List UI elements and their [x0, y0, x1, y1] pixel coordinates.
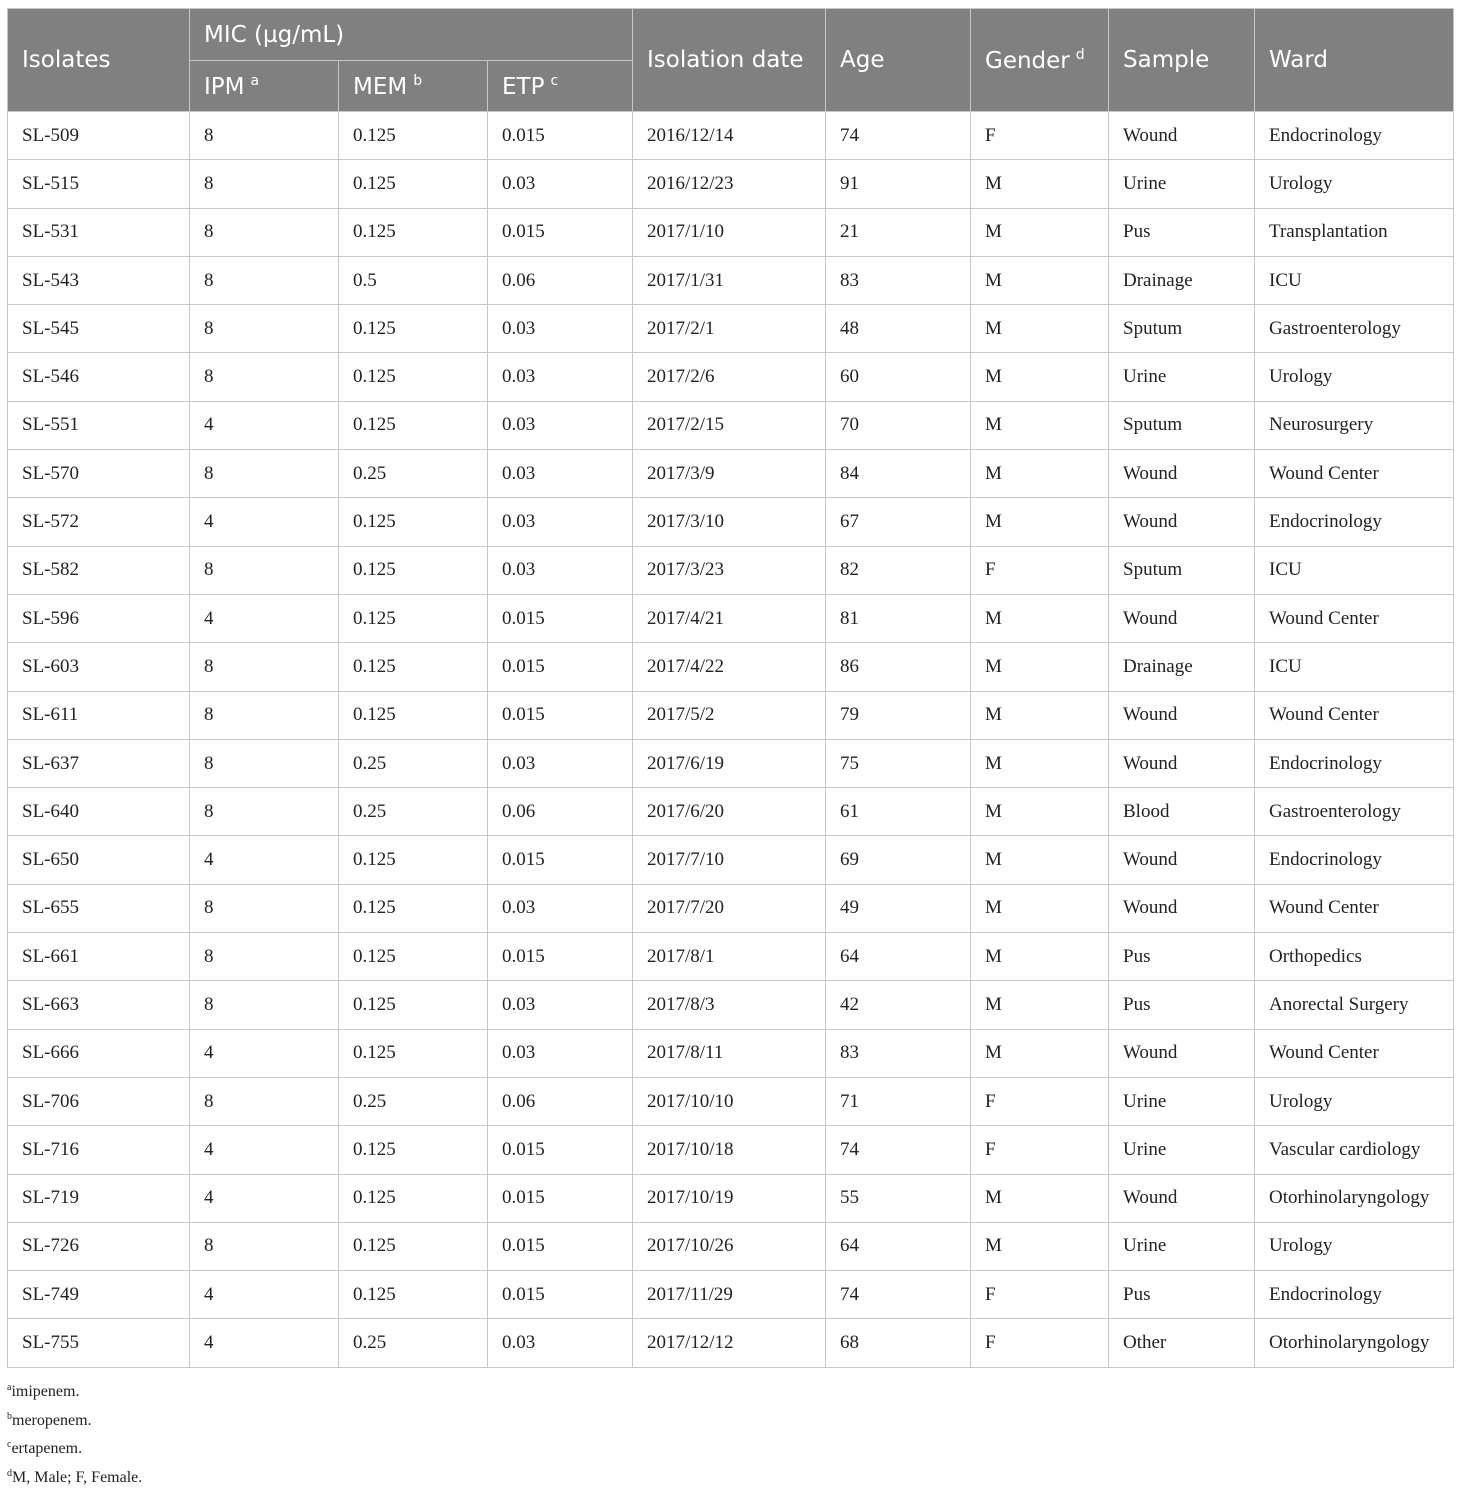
- cell-isolate: SL-726: [8, 1222, 190, 1270]
- cell-isolation-date: 2017/3/10: [633, 498, 826, 546]
- col-header-ward: Ward: [1255, 9, 1454, 112]
- cell-gender: M: [971, 739, 1109, 787]
- table-row: [8, 401, 1454, 449]
- cell-age: 74: [826, 112, 971, 160]
- table-row: [8, 884, 1454, 932]
- table-row: [8, 450, 1454, 498]
- footnote-mark: c: [550, 72, 559, 89]
- cell-age: 74: [826, 1126, 971, 1174]
- cell-ward: Endocrinology: [1255, 739, 1454, 787]
- cell-isolate: SL-551: [8, 401, 190, 449]
- isolates-table: [7, 8, 1454, 1368]
- cell-isolation-date: 2017/10/10: [633, 1077, 826, 1125]
- col-header-mem: MEM $^b$: [339, 61, 488, 112]
- cell-gender: M: [971, 691, 1109, 739]
- col-header-mic: MIC (µg/mL): [190, 9, 633, 61]
- cell-isolation-date: 2017/3/23: [633, 546, 826, 594]
- cell-ipm: 4: [190, 1029, 339, 1077]
- footnote-mark: b: [413, 72, 423, 89]
- cell-etp: 0.03: [488, 450, 633, 498]
- cell-mem: 0.25: [339, 1077, 488, 1125]
- cell-ward: Otorhinolaryngology: [1255, 1174, 1454, 1222]
- cell-isolation-date: 2017/10/18: [633, 1126, 826, 1174]
- cell-gender: M: [971, 498, 1109, 546]
- cell-etp: 0.015: [488, 1126, 633, 1174]
- cell-ward: Anorectal Surgery: [1255, 981, 1454, 1029]
- cell-etp: 0.03: [488, 305, 633, 353]
- cell-ward: Gastroenterology: [1255, 788, 1454, 836]
- cell-sample: Other: [1109, 1319, 1255, 1367]
- cell-gender: F: [971, 112, 1109, 160]
- cell-gender: M: [971, 884, 1109, 932]
- cell-etp: 0.03: [488, 884, 633, 932]
- cell-mem: 0.125: [339, 208, 488, 256]
- cell-sample: Sputum: [1109, 305, 1255, 353]
- cell-etp: 0.015: [488, 836, 633, 884]
- cell-age: 82: [826, 546, 971, 594]
- cell-isolate: SL-749: [8, 1271, 190, 1319]
- cell-isolate: SL-509: [8, 112, 190, 160]
- cell-sample: Wound: [1109, 1174, 1255, 1222]
- cell-mem: 0.125: [339, 884, 488, 932]
- cell-ward: Wound Center: [1255, 691, 1454, 739]
- cell-isolate: SL-650: [8, 836, 190, 884]
- cell-mem: 0.125: [339, 112, 488, 160]
- footnote-mark: d: [7, 1467, 12, 1479]
- col-header-sample: Sample: [1109, 9, 1255, 112]
- cell-isolation-date: 2017/2/6: [633, 353, 826, 401]
- cell-etp: 0.03: [488, 498, 633, 546]
- table-row: [8, 1319, 1454, 1367]
- cell-isolation-date: 2017/10/19: [633, 1174, 826, 1222]
- cell-etp: 0.015: [488, 208, 633, 256]
- cell-isolate: SL-543: [8, 256, 190, 304]
- cell-isolate: SL-655: [8, 884, 190, 932]
- cell-isolate: SL-611: [8, 691, 190, 739]
- table-row: [8, 643, 1454, 691]
- cell-mem: 0.125: [339, 353, 488, 401]
- table-row: [8, 160, 1454, 208]
- cell-isolation-date: 2017/6/20: [633, 788, 826, 836]
- cell-mem: 0.25: [339, 1319, 488, 1367]
- cell-etp: 0.03: [488, 546, 633, 594]
- cell-sample: Urine: [1109, 1077, 1255, 1125]
- cell-isolation-date: 2017/2/1: [633, 305, 826, 353]
- cell-isolate: SL-663: [8, 981, 190, 1029]
- footnote-mark: a: [250, 72, 260, 89]
- cell-ipm: 8: [190, 546, 339, 594]
- cell-age: 81: [826, 594, 971, 642]
- cell-age: 74: [826, 1271, 971, 1319]
- cell-ipm: 8: [190, 112, 339, 160]
- footnote: [7, 1376, 142, 1405]
- cell-isolate: SL-640: [8, 788, 190, 836]
- cell-sample: Pus: [1109, 1271, 1255, 1319]
- cell-mem: 0.25: [339, 788, 488, 836]
- cell-mem: 0.125: [339, 160, 488, 208]
- cell-isolation-date: 2017/7/10: [633, 836, 826, 884]
- table-row: [8, 353, 1454, 401]
- cell-ipm: 8: [190, 933, 339, 981]
- table-row: [8, 788, 1454, 836]
- cell-age: 71: [826, 1077, 971, 1125]
- cell-ward: Urology: [1255, 160, 1454, 208]
- cell-ipm: 4: [190, 498, 339, 546]
- table-row: [8, 981, 1454, 1029]
- cell-ward: Urology: [1255, 1077, 1454, 1125]
- cell-isolate: SL-572: [8, 498, 190, 546]
- cell-ward: Wound Center: [1255, 884, 1454, 932]
- cell-ipm: 8: [190, 981, 339, 1029]
- cell-ipm: 8: [190, 739, 339, 787]
- cell-isolate: SL-570: [8, 450, 190, 498]
- cell-age: 69: [826, 836, 971, 884]
- cell-isolation-date: 2017/2/15: [633, 401, 826, 449]
- cell-ipm: 4: [190, 836, 339, 884]
- cell-etp: 0.06: [488, 788, 633, 836]
- cell-ipm: 8: [190, 691, 339, 739]
- cell-ipm: 8: [190, 1077, 339, 1125]
- cell-gender: F: [971, 1077, 1109, 1125]
- cell-age: 67: [826, 498, 971, 546]
- cell-isolate: SL-515: [8, 160, 190, 208]
- cell-ward: Endocrinology: [1255, 1271, 1454, 1319]
- cell-age: 75: [826, 739, 971, 787]
- cell-isolation-date: 2017/8/1: [633, 933, 826, 981]
- cell-mem: 0.125: [339, 691, 488, 739]
- table-body: [8, 112, 1454, 1368]
- cell-gender: M: [971, 1174, 1109, 1222]
- cell-isolate: SL-545: [8, 305, 190, 353]
- header-row-1: [8, 9, 1454, 61]
- cell-ward: Neurosurgery: [1255, 401, 1454, 449]
- table-row: [8, 1271, 1454, 1319]
- cell-gender: M: [971, 933, 1109, 981]
- cell-sample: Drainage: [1109, 256, 1255, 304]
- footnote: [7, 1405, 142, 1434]
- cell-sample: Wound: [1109, 1029, 1255, 1077]
- cell-sample: Wound: [1109, 450, 1255, 498]
- cell-ward: Endocrinology: [1255, 112, 1454, 160]
- cell-sample: Wound: [1109, 498, 1255, 546]
- cell-gender: F: [971, 1271, 1109, 1319]
- cell-mem: 0.125: [339, 546, 488, 594]
- cell-isolate: SL-582: [8, 546, 190, 594]
- cell-ipm: 8: [190, 1222, 339, 1270]
- cell-etp: 0.06: [488, 256, 633, 304]
- cell-sample: Urine: [1109, 1222, 1255, 1270]
- table-row: [8, 594, 1454, 642]
- cell-gender: M: [971, 981, 1109, 1029]
- cell-sample: Wound: [1109, 691, 1255, 739]
- cell-sample: Wound: [1109, 836, 1255, 884]
- cell-ipm: 4: [190, 1126, 339, 1174]
- cell-etp: 0.015: [488, 112, 633, 160]
- cell-mem: 0.125: [339, 498, 488, 546]
- footnote-mark: c: [7, 1439, 12, 1451]
- cell-etp: 0.015: [488, 1174, 633, 1222]
- cell-mem: 0.125: [339, 1271, 488, 1319]
- cell-isolate: SL-666: [8, 1029, 190, 1077]
- cell-age: 86: [826, 643, 971, 691]
- cell-ipm: 4: [190, 1271, 339, 1319]
- cell-isolate: SL-716: [8, 1126, 190, 1174]
- cell-age: 79: [826, 691, 971, 739]
- footnote-text: ertapenem.: [11, 1440, 83, 1458]
- cell-etp: 0.03: [488, 739, 633, 787]
- cell-sample: Blood: [1109, 788, 1255, 836]
- table-row: [8, 1126, 1454, 1174]
- cell-sample: Pus: [1109, 208, 1255, 256]
- cell-gender: F: [971, 546, 1109, 594]
- table-row: [8, 739, 1454, 787]
- cell-gender: M: [971, 305, 1109, 353]
- cell-mem: 0.125: [339, 1029, 488, 1077]
- cell-age: 55: [826, 1174, 971, 1222]
- cell-mem: 0.125: [339, 1174, 488, 1222]
- cell-ward: Wound Center: [1255, 1029, 1454, 1077]
- cell-etp: 0.015: [488, 594, 633, 642]
- cell-isolation-date: 2017/10/26: [633, 1222, 826, 1270]
- cell-ipm: 8: [190, 788, 339, 836]
- cell-isolation-date: 2017/11/29: [633, 1271, 826, 1319]
- cell-ward: Wound Center: [1255, 594, 1454, 642]
- col-header-ipm: IPM $^a$: [190, 61, 339, 112]
- cell-age: 61: [826, 788, 971, 836]
- cell-ipm: 8: [190, 256, 339, 304]
- cell-age: 42: [826, 981, 971, 1029]
- cell-age: 70: [826, 401, 971, 449]
- cell-mem: 0.125: [339, 933, 488, 981]
- cell-sample: Urine: [1109, 353, 1255, 401]
- col-header-etp: ETP $^c$: [488, 61, 633, 112]
- cell-etp: 0.03: [488, 160, 633, 208]
- cell-isolation-date: 2016/12/23: [633, 160, 826, 208]
- cell-isolation-date: 2017/1/31: [633, 256, 826, 304]
- table-container: [7, 8, 1453, 1368]
- cell-mem: 0.125: [339, 836, 488, 884]
- cell-ward: Wound Center: [1255, 450, 1454, 498]
- cell-gender: M: [971, 353, 1109, 401]
- cell-gender: M: [971, 450, 1109, 498]
- cell-mem: 0.25: [339, 739, 488, 787]
- cell-gender: M: [971, 836, 1109, 884]
- table-row: [8, 305, 1454, 353]
- cell-sample: Sputum: [1109, 401, 1255, 449]
- cell-isolation-date: 2017/1/10: [633, 208, 826, 256]
- cell-sample: Drainage: [1109, 643, 1255, 691]
- cell-age: 83: [826, 256, 971, 304]
- cell-ward: Gastroenterology: [1255, 305, 1454, 353]
- cell-age: 48: [826, 305, 971, 353]
- cell-ward: Transplantation: [1255, 208, 1454, 256]
- table-row: [8, 208, 1454, 256]
- cell-ipm: 8: [190, 353, 339, 401]
- footnote: [7, 1462, 142, 1490]
- cell-sample: Wound: [1109, 594, 1255, 642]
- cell-etp: 0.015: [488, 643, 633, 691]
- table-row: [8, 1029, 1454, 1077]
- cell-etp: 0.06: [488, 1077, 633, 1125]
- cell-ward: Urology: [1255, 1222, 1454, 1270]
- cell-sample: Wound: [1109, 739, 1255, 787]
- cell-etp: 0.03: [488, 1319, 633, 1367]
- cell-isolate: SL-596: [8, 594, 190, 642]
- cell-isolation-date: 2017/3/9: [633, 450, 826, 498]
- table-row: [8, 1077, 1454, 1125]
- cell-age: 83: [826, 1029, 971, 1077]
- cell-etp: 0.03: [488, 981, 633, 1029]
- cell-sample: Sputum: [1109, 546, 1255, 594]
- cell-ward: Vascular cardiology: [1255, 1126, 1454, 1174]
- cell-mem: 0.125: [339, 594, 488, 642]
- cell-sample: Wound: [1109, 884, 1255, 932]
- footnote-mark: b: [7, 1410, 12, 1422]
- cell-isolation-date: 2017/8/11: [633, 1029, 826, 1077]
- cell-gender: M: [971, 160, 1109, 208]
- table-row: [8, 256, 1454, 304]
- table-row: [8, 691, 1454, 739]
- cell-isolate: SL-637: [8, 739, 190, 787]
- cell-isolate: SL-719: [8, 1174, 190, 1222]
- footnote-text: M, Male; F, Female.: [12, 1468, 143, 1486]
- cell-etp: 0.015: [488, 1222, 633, 1270]
- cell-gender: M: [971, 1029, 1109, 1077]
- table-row: [8, 112, 1454, 160]
- cell-ward: Endocrinology: [1255, 498, 1454, 546]
- cell-etp: 0.015: [488, 933, 633, 981]
- cell-gender: F: [971, 1319, 1109, 1367]
- cell-etp: 0.03: [488, 353, 633, 401]
- cell-isolation-date: 2017/8/3: [633, 981, 826, 1029]
- cell-gender: M: [971, 594, 1109, 642]
- table-row: [8, 933, 1454, 981]
- cell-age: 64: [826, 933, 971, 981]
- cell-etp: 0.015: [488, 1271, 633, 1319]
- cell-ipm: 4: [190, 1174, 339, 1222]
- cell-age: 49: [826, 884, 971, 932]
- cell-etp: 0.015: [488, 691, 633, 739]
- cell-isolation-date: 2017/5/2: [633, 691, 826, 739]
- cell-ipm: 4: [190, 1319, 339, 1367]
- cell-isolation-date: 2017/4/22: [633, 643, 826, 691]
- cell-mem: 0.125: [339, 643, 488, 691]
- cell-ward: Endocrinology: [1255, 836, 1454, 884]
- cell-etp: 0.03: [488, 1029, 633, 1077]
- cell-age: 84: [826, 450, 971, 498]
- cell-isolate: SL-531: [8, 208, 190, 256]
- cell-gender: M: [971, 1222, 1109, 1270]
- cell-ipm: 8: [190, 450, 339, 498]
- col-header-age: Age: [826, 9, 971, 112]
- cell-isolation-date: 2017/7/20: [633, 884, 826, 932]
- cell-ipm: 8: [190, 643, 339, 691]
- cell-age: 68: [826, 1319, 971, 1367]
- cell-mem: 0.125: [339, 401, 488, 449]
- cell-ipm: 8: [190, 884, 339, 932]
- cell-ipm: 8: [190, 160, 339, 208]
- cell-mem: 0.25: [339, 450, 488, 498]
- cell-gender: M: [971, 256, 1109, 304]
- cell-gender: M: [971, 643, 1109, 691]
- footnote-text: meropenem.: [12, 1411, 92, 1429]
- cell-etp: 0.03: [488, 401, 633, 449]
- cell-ward: Urology: [1255, 353, 1454, 401]
- cell-mem: 0.5: [339, 256, 488, 304]
- col-header-isolates: Isolates: [8, 9, 190, 112]
- cell-ipm: 8: [190, 305, 339, 353]
- table-row: [8, 498, 1454, 546]
- cell-isolate: SL-546: [8, 353, 190, 401]
- cell-ward: ICU: [1255, 256, 1454, 304]
- cell-gender: M: [971, 208, 1109, 256]
- cell-sample: Pus: [1109, 933, 1255, 981]
- table-row: [8, 1174, 1454, 1222]
- cell-isolate: SL-603: [8, 643, 190, 691]
- cell-ward: ICU: [1255, 546, 1454, 594]
- cell-isolation-date: 2017/12/12: [633, 1319, 826, 1367]
- cell-gender: M: [971, 788, 1109, 836]
- col-header-isolation-date: Isolation date: [633, 9, 826, 112]
- cell-gender: M: [971, 401, 1109, 449]
- cell-age: 64: [826, 1222, 971, 1270]
- table-row: [8, 546, 1454, 594]
- cell-isolate: SL-755: [8, 1319, 190, 1367]
- cell-sample: Pus: [1109, 981, 1255, 1029]
- footnote: [7, 1433, 142, 1462]
- cell-age: 60: [826, 353, 971, 401]
- cell-isolation-date: 2016/12/14: [633, 112, 826, 160]
- cell-ward: Otorhinolaryngology: [1255, 1319, 1454, 1367]
- cell-mem: 0.125: [339, 1222, 488, 1270]
- cell-mem: 0.125: [339, 981, 488, 1029]
- footnotes: [7, 1376, 142, 1490]
- cell-sample: Urine: [1109, 160, 1255, 208]
- cell-sample: Urine: [1109, 1126, 1255, 1174]
- col-header-gender: Gender $^d$: [971, 9, 1109, 112]
- cell-gender: F: [971, 1126, 1109, 1174]
- cell-isolate: SL-706: [8, 1077, 190, 1125]
- cell-age: 21: [826, 208, 971, 256]
- cell-ipm: 4: [190, 401, 339, 449]
- cell-age: 91: [826, 160, 971, 208]
- cell-mem: 0.125: [339, 1126, 488, 1174]
- cell-ward: ICU: [1255, 643, 1454, 691]
- cell-sample: Wound: [1109, 112, 1255, 160]
- footnote-mark: a: [7, 1382, 12, 1393]
- table-row: [8, 836, 1454, 884]
- footnote-text: imipenem.: [11, 1383, 80, 1400]
- cell-isolation-date: 2017/6/19: [633, 739, 826, 787]
- cell-isolate: SL-661: [8, 933, 190, 981]
- cell-isolation-date: 2017/4/21: [633, 594, 826, 642]
- cell-ward: Orthopedics: [1255, 933, 1454, 981]
- cell-ipm: 8: [190, 208, 339, 256]
- footnote-mark: d: [1075, 46, 1085, 63]
- cell-mem: 0.125: [339, 305, 488, 353]
- cell-ipm: 4: [190, 594, 339, 642]
- table-row: [8, 1222, 1454, 1270]
